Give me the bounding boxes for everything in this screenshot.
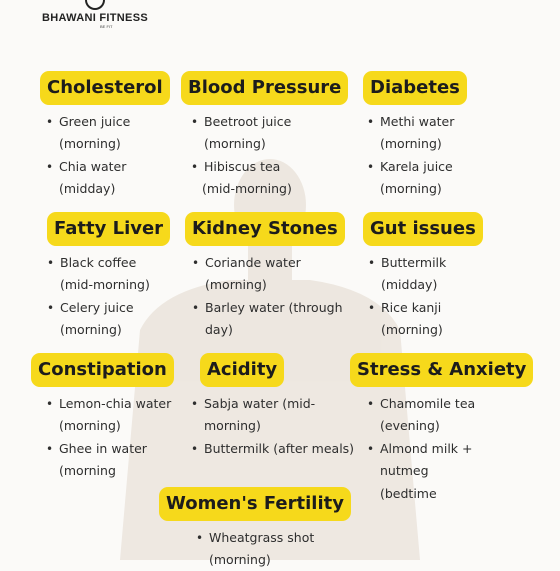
bullet-icon: •: [191, 115, 199, 129]
brand: [40, 0, 150, 24]
bullet-icon: •: [46, 160, 54, 174]
list-item: • Chia water: [59, 156, 126, 178]
list-item: • Wheatgrass shot: [209, 527, 314, 549]
list-item: • Karela juice: [380, 156, 453, 178]
list-item-note: (morning): [205, 277, 267, 292]
card-title: Women's Fertility: [159, 487, 351, 521]
list-item: • Celery juice: [60, 297, 134, 319]
list-item: • Buttermilk (after meals): [204, 438, 354, 460]
list-item: • Buttermilk: [381, 252, 446, 274]
card-title: Constipation: [31, 353, 174, 387]
bullet-icon: •: [46, 115, 54, 129]
list-item-note: nutmeg: [380, 463, 429, 478]
list-item: • Hibiscus tea: [204, 156, 280, 178]
bullet-icon: •: [367, 115, 375, 129]
list-item-note: (midday): [381, 277, 438, 292]
list-item-note: (morning): [204, 136, 266, 151]
list-item-note: (morning): [59, 418, 121, 433]
list-item: • Rice kanji: [381, 297, 441, 319]
list-item-note: (bedtime: [380, 486, 437, 501]
list-item-note: day): [205, 322, 233, 337]
list-item: • Ghee in water: [59, 438, 147, 460]
list-item-note: (morning: [59, 463, 116, 478]
card-title: Gut issues: [363, 212, 483, 246]
list-item: • Coriande water: [205, 252, 301, 274]
bullet-icon: •: [191, 160, 199, 174]
bullet-icon: •: [196, 531, 204, 545]
card-title: Kidney Stones: [185, 212, 345, 246]
list-item-note: (morning): [209, 552, 271, 567]
list-item: • Sabja water (mid-: [204, 393, 315, 415]
bullet-icon: •: [47, 256, 55, 270]
bullet-icon: •: [368, 301, 376, 315]
brand-name: BHAWANI FITNESS: [42, 12, 148, 24]
list-item-note: (midday): [59, 181, 116, 196]
brand-tagline: BE FIT: [100, 24, 113, 29]
bullet-icon: •: [367, 160, 375, 174]
list-item: • Beetroot juice: [204, 111, 291, 133]
list-item-note: (mid-morning): [202, 181, 292, 196]
list-item-note: (morning): [381, 322, 443, 337]
card-title: Stress & Anxiety: [350, 353, 533, 387]
list-item: • Barley water (through: [205, 297, 343, 319]
card-title: Acidity: [200, 353, 284, 387]
bullet-icon: •: [192, 256, 200, 270]
bullet-icon: •: [191, 442, 199, 456]
list-item: • Almond milk +: [380, 438, 473, 460]
bullet-icon: •: [191, 397, 199, 411]
list-item: • Lemon-chia water: [59, 393, 171, 415]
bullet-icon: •: [46, 397, 54, 411]
bullet-icon: •: [47, 301, 55, 315]
list-item-note: (morning): [380, 181, 442, 196]
bullet-icon: •: [367, 397, 375, 411]
list-item-note: (morning): [380, 136, 442, 151]
list-item: • Black coffee: [60, 252, 136, 274]
list-item-note: (morning): [59, 136, 121, 151]
list-item-note: morning): [204, 418, 261, 433]
card-title: Cholesterol: [40, 71, 170, 105]
card-title: Fatty Liver: [47, 212, 170, 246]
brand-logo-icon: [85, 0, 105, 10]
list-item-note: (evening): [380, 418, 440, 433]
card-title: Blood Pressure: [181, 71, 348, 105]
card-title: Diabetes: [363, 71, 467, 105]
bullet-icon: •: [367, 442, 375, 456]
list-item: • Green juice: [59, 111, 130, 133]
bullet-icon: •: [46, 442, 54, 456]
bullet-icon: •: [368, 256, 376, 270]
bullet-icon: •: [192, 301, 200, 315]
list-item: • Chamomile tea: [380, 393, 475, 415]
list-item-note: (morning): [60, 322, 122, 337]
list-item-note: (mid-morning): [60, 277, 150, 292]
list-item: • Methi water: [380, 111, 454, 133]
